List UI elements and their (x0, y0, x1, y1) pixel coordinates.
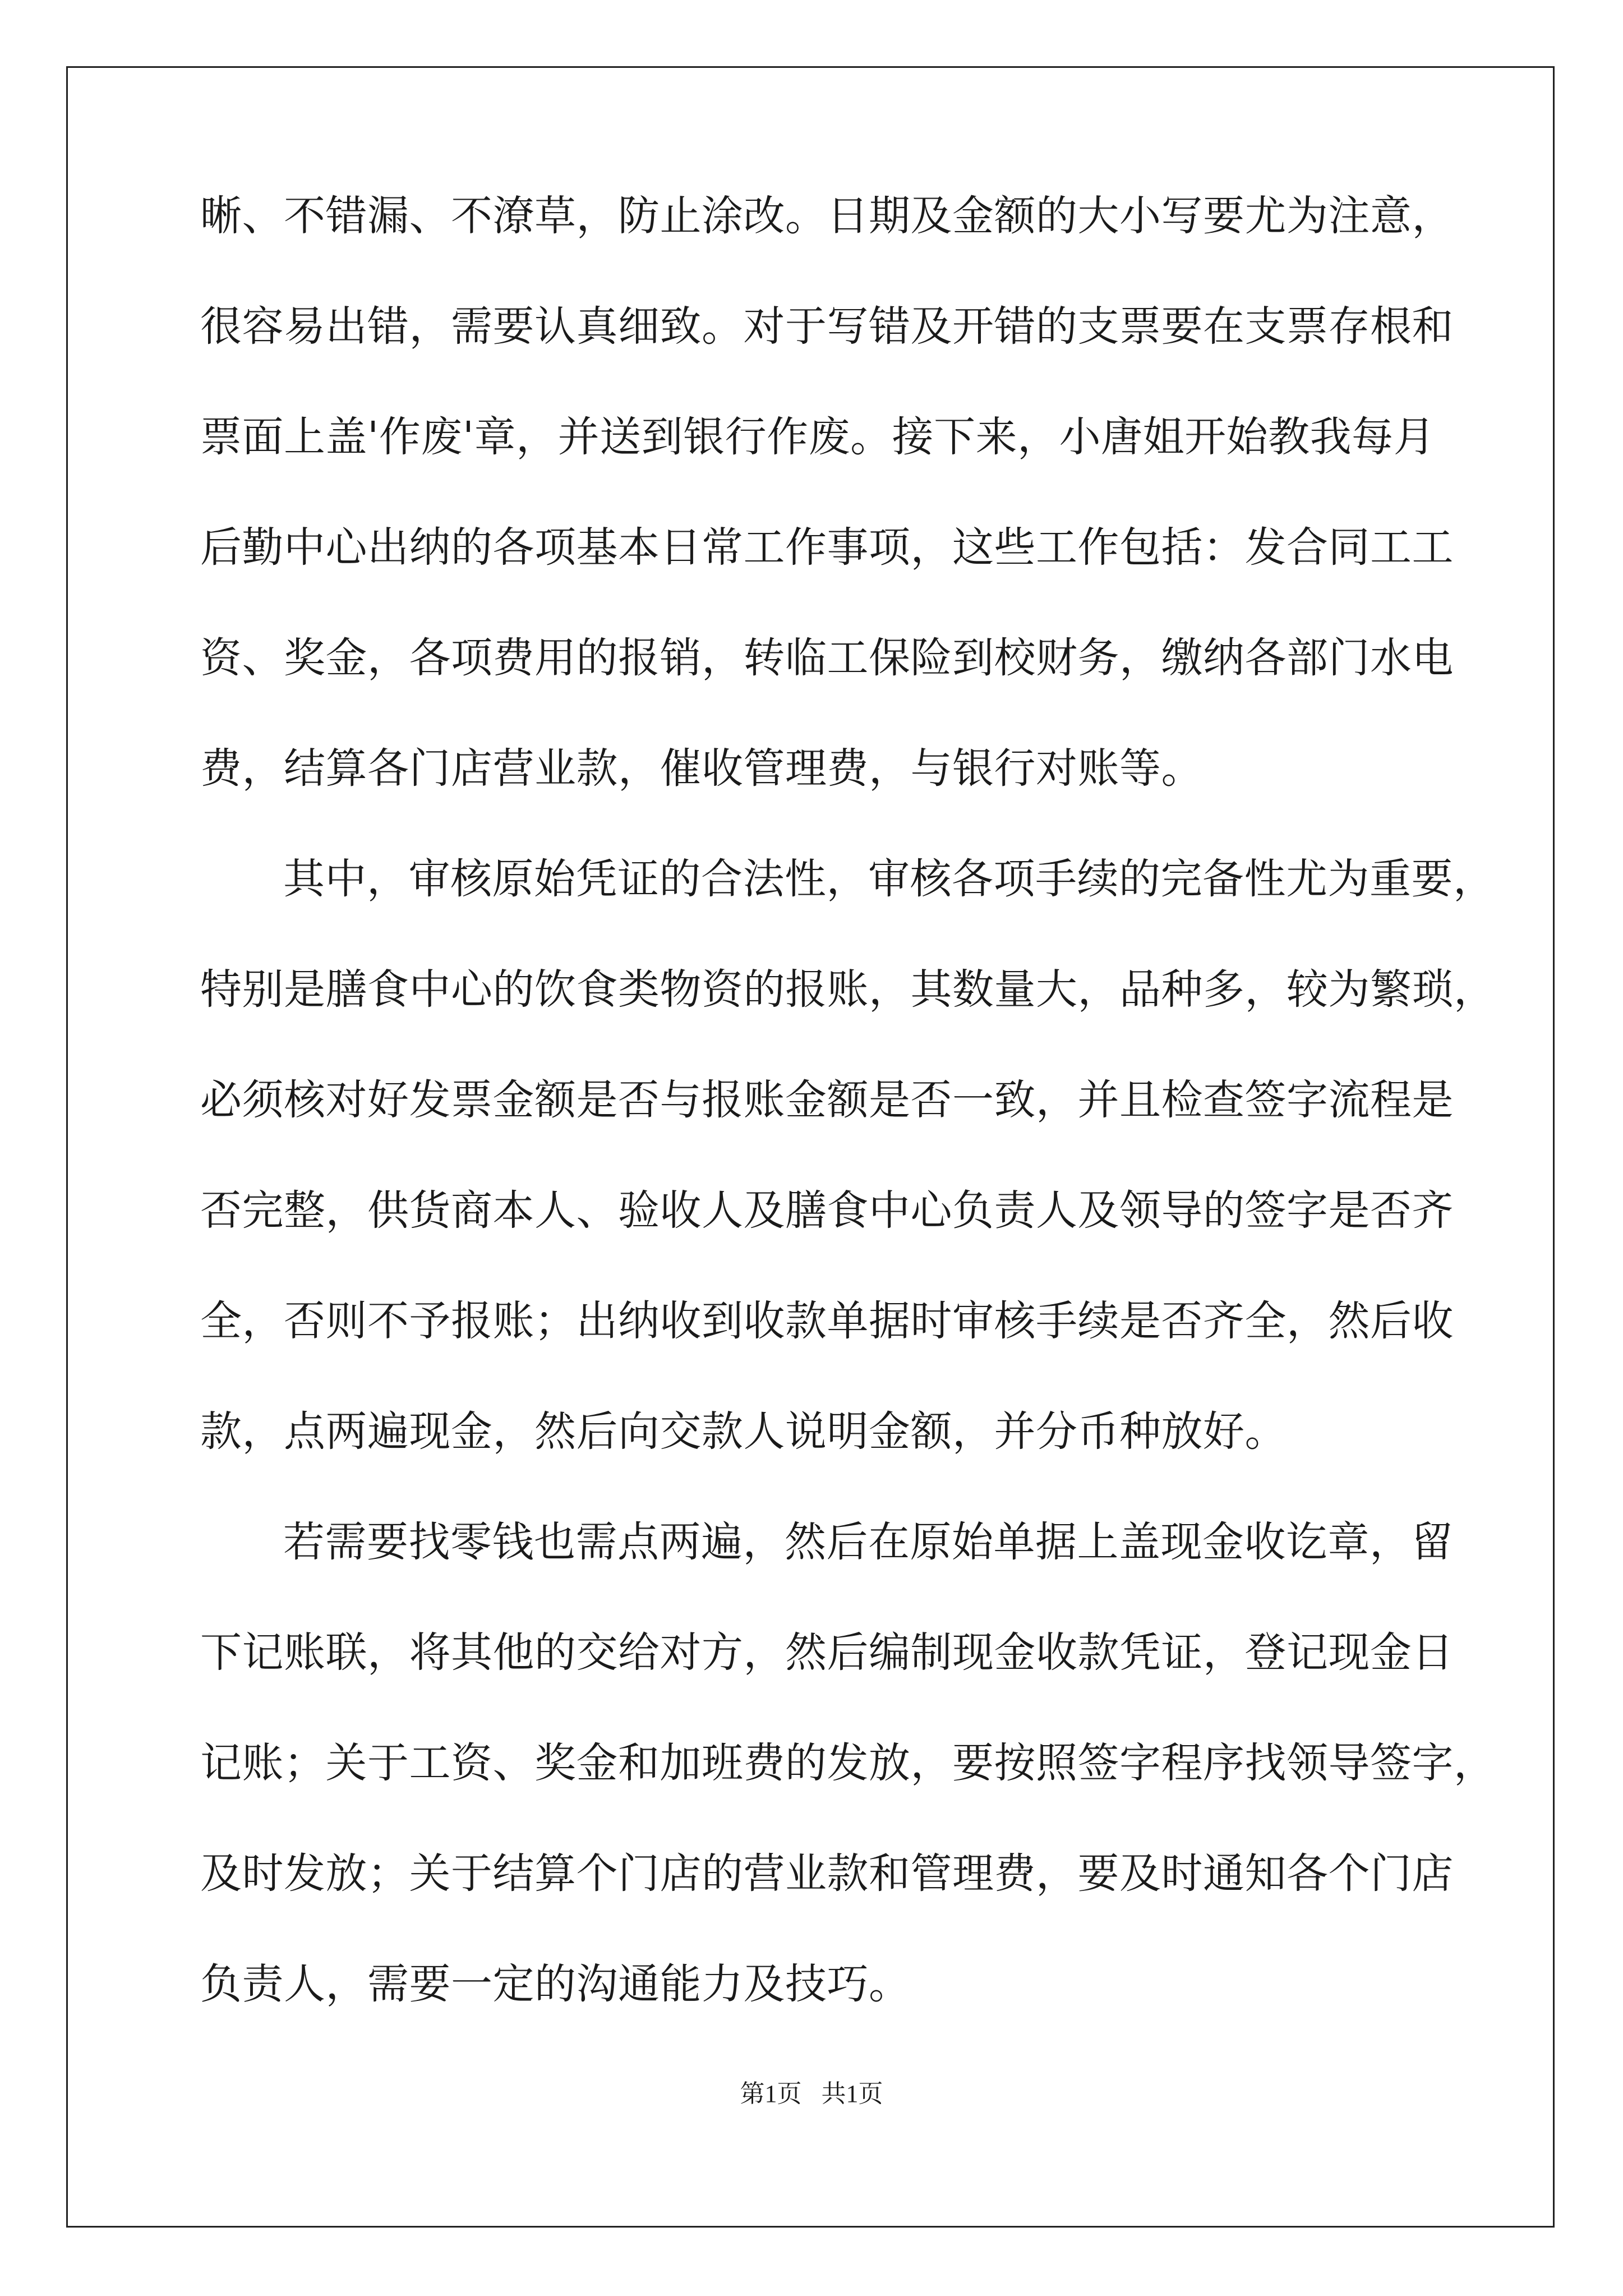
text-line: 晰、不错漏、不潦草，防止涂改。日期及金额的大小写要尤为注意， (200, 192, 1454, 240)
text-line: 下记账联，将其他的交给对方，然后编制现金收款凭证，登记现金日 (200, 1628, 1454, 1677)
text-line: 票面上盖'作废'章，并送到银行作废。接下来，小唐姐开始教我每月 (200, 413, 1436, 461)
text-line: 及时发放；关于结算个门店的营业款和管理费，要及时通知各个门店 (200, 1849, 1454, 1898)
text-line: 必须核对好发票金额是否与报账金额是否一致，并且检查签字流程是 (200, 1076, 1454, 1124)
text-line: 后勤中心出纳的各项基本日常工作事项，这些工作包括：发合同工工 (200, 523, 1454, 572)
text-line: 费，结算各门店营业款，催收管理费，与银行对账等。 (200, 744, 1203, 793)
text-line: 若需要找零钱也需点两遍，然后在原始单据上盖现金收讫章，留 (283, 1518, 1453, 1566)
page-border (66, 66, 1555, 2228)
text-line: 款，点两遍现金，然后向交款人说明金额，并分币种放好。 (200, 1407, 1287, 1456)
text-line: 其中，审核原始凭证的合法性，审核各项手续的完备性尤为重要， (283, 855, 1495, 903)
page-total: 共1页 (821, 2080, 883, 2108)
text-line: 记账；关于工资、奖金和加班费的发放，要按照签字程序找领导签字， (200, 1739, 1496, 1787)
text-line: 资、奖金，各项费用的报销，转临工保险到校财务，缴纳各部门水电 (200, 634, 1454, 682)
text-line: 否完整，供货商本人、验收人及膳食中心负责人及领导的签字是否齐 (200, 1186, 1454, 1235)
text-line: 负责人，需要一定的沟通能力及技巧。 (200, 1960, 911, 2008)
text-line: 全，否则不予报账；出纳收到收款单据时审核手续是否齐全，然后收 (200, 1297, 1454, 1345)
text-line: 特别是膳食中心的饮食类物资的报账，其数量大，品种多，较为繁琐， (200, 965, 1496, 1014)
page-footer (0, 2078, 1623, 2110)
text-line: 很容易出错，需要认真细致。对于写错及开错的支票要在支票存根和 (200, 302, 1454, 351)
page-number: 第1页 (740, 2080, 802, 2108)
